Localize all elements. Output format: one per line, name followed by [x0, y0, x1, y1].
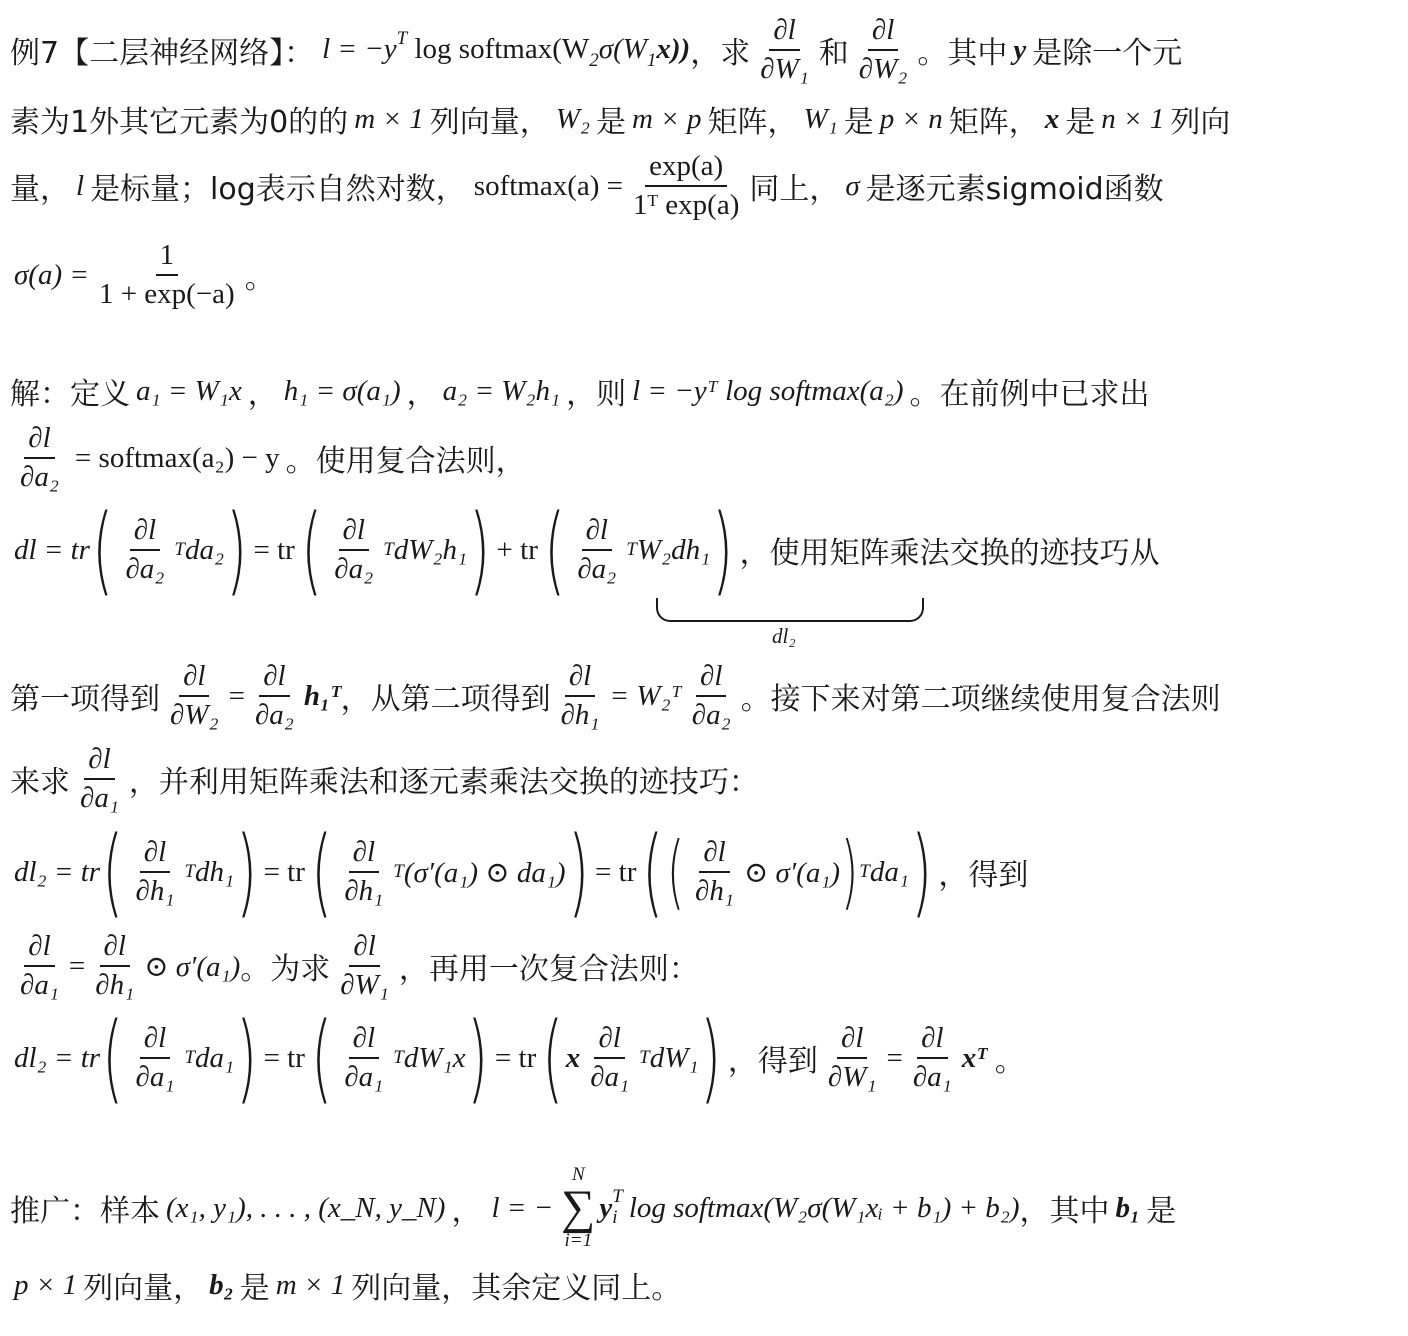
frac: [557, 660, 604, 733]
eq-w2T: = W₂ᵀ: [609, 679, 682, 712]
frac-num: ∂l: [259, 660, 289, 697]
text-line2-start: 素为1外其它元素为0的的: [10, 105, 349, 140]
text-to-find: 。为求: [240, 952, 331, 987]
text-rest-same: 列向量，其余定义同上。: [351, 1271, 682, 1306]
frac-den: 1ᵀ exp(a): [633, 189, 740, 221]
samples: (x₁, y₁), . . . , (x_N, y_N): [166, 1191, 446, 1224]
frac-den: ∂a₁: [344, 1061, 384, 1093]
loss-definition: [322, 28, 690, 72]
frac-num: ∂l: [140, 1022, 170, 1059]
w1-sub: 1: [646, 50, 657, 71]
frac-den: ∂a₁: [135, 1061, 175, 1093]
h1T: h₁ᵀ: [303, 679, 341, 712]
text-qiu: ，求: [690, 36, 751, 71]
text-line1-end: 是除一个元: [1032, 36, 1183, 71]
problem-statement-line-3: [10, 145, 1164, 227]
eq-tr: = tr: [263, 855, 305, 888]
sigmoid-fraction: [95, 239, 239, 312]
paren-left: (: [544, 494, 565, 606]
frac-den: ∂a₂: [125, 553, 165, 585]
paren-right: ): [568, 816, 589, 928]
transpose-sup: T: [184, 1047, 196, 1068]
frac-num: exp(a): [645, 150, 727, 187]
eq-tr: = tr: [494, 1041, 537, 1074]
sigmoid-lhs: σ(a) =: [14, 258, 89, 291]
transpose-sup: T: [859, 861, 870, 882]
frac: [91, 930, 138, 1003]
frac: [251, 660, 298, 733]
text-sigmoid: 是逐元素sigmoid函数: [865, 172, 1164, 207]
yi-sup: T: [612, 1186, 623, 1208]
dl-dw2-fraction: [855, 14, 912, 87]
paren-right: ): [467, 1002, 489, 1114]
equals: =: [68, 949, 86, 982]
paren-right: ): [712, 494, 734, 606]
frac-den: ∂W₁: [340, 969, 389, 1001]
frac: [909, 1022, 956, 1095]
frac-den: ∂W₂: [858, 53, 908, 85]
b1-symbol: b₁: [1115, 1191, 1141, 1224]
frac-den: ∂a₁: [590, 1061, 630, 1093]
a1-def: a₁ = W₁x: [136, 374, 242, 407]
frac-num: ∂l: [349, 836, 379, 873]
text-liang: 量，: [10, 172, 70, 207]
paren-left: (: [301, 494, 322, 606]
gradient-results-line: [10, 656, 1221, 736]
x-symbol: x: [1044, 102, 1060, 135]
frac-num: ∂l: [130, 514, 160, 551]
logsoftmax-text: log softmax(W: [414, 33, 590, 65]
frac: [824, 1022, 881, 1095]
b2-symbol: b₂: [209, 1268, 234, 1301]
generalization-label: 推广：样本: [10, 1194, 160, 1229]
equals: =: [228, 679, 245, 712]
text-ze: ，则: [566, 377, 627, 412]
transpose-sup: T: [184, 861, 196, 882]
frac-den: ∂a₁: [20, 969, 59, 1001]
dl2-second-expansion: [10, 1002, 1025, 1114]
text-chain-rule: 。使用复合法则，: [285, 444, 526, 479]
frac: [586, 1022, 633, 1095]
grad-a1-line: [10, 926, 699, 1006]
frac-num: ∂l: [868, 14, 898, 51]
frac-num: ∂l: [917, 1022, 947, 1059]
yi-scripts: [612, 1187, 623, 1229]
frac-den: ∂a₂: [254, 699, 294, 731]
x-close: x)): [656, 33, 691, 65]
text-shi: 是: [595, 105, 626, 140]
loss-rewrite: l = −yᵀ log softmax(a₂): [632, 374, 904, 407]
sum-symbol: ∑: [561, 1181, 596, 1235]
yi-sub: i: [612, 1207, 618, 1228]
frac: [336, 930, 393, 1003]
text-shi: 是: [843, 105, 874, 140]
frac: [16, 930, 63, 1003]
frac: [132, 1022, 179, 1095]
equals: =: [886, 1041, 903, 1074]
dw1: dW₁: [649, 1041, 699, 1074]
dw1x: dW₁x: [403, 1041, 466, 1074]
frac: [688, 660, 735, 733]
period: 。: [244, 261, 275, 296]
text-shi: 是: [239, 1271, 270, 1306]
frac-num: ∂l: [699, 836, 729, 873]
frac: [573, 514, 620, 587]
transpose-sup: T: [393, 1047, 404, 1068]
dim-p1: p × 1: [14, 1268, 78, 1301]
xT: xᵀ: [961, 1041, 987, 1074]
frac-num: ∂l: [179, 660, 209, 697]
plus-tr: + tr: [496, 533, 538, 566]
text-laiqiu: 来求: [10, 765, 70, 800]
generalization-line-1: [10, 1160, 1176, 1256]
paren-right: ): [700, 1002, 722, 1114]
general-loss: log softmax(W₂σ(W₁xᵢ + b₁) + b₂): [628, 1191, 1020, 1224]
comma: ，: [406, 377, 437, 412]
text-he: 和: [818, 36, 849, 71]
paren-left-inner: (: [666, 825, 685, 918]
example-heading: 例7【二层神经网络】：: [10, 36, 315, 71]
dh1: dh₁: [195, 855, 235, 888]
dl-expansion: [10, 494, 1160, 606]
da1: da₁: [195, 1041, 235, 1074]
paren-right: ): [236, 816, 258, 928]
summation: [561, 1164, 595, 1251]
dw2h1: dW₂h₁: [393, 533, 468, 566]
frac-den: ∂W₂: [170, 699, 219, 731]
comma: ，: [247, 377, 278, 412]
paren-right: ): [236, 1002, 258, 1114]
frac-den: ∂W₁: [827, 1061, 877, 1093]
dl-tr: dl = tr: [14, 533, 90, 566]
frac-den: ∂h₁: [344, 875, 384, 907]
dl2-tr: dl₂ = tr: [14, 1041, 101, 1074]
sigma-w: σ(W: [598, 33, 647, 65]
dim-pn: p × n: [879, 102, 943, 135]
paren-left: (: [311, 1002, 332, 1114]
frac-den: ∂a₁: [80, 782, 119, 814]
dim-m1: m × 1: [275, 1268, 346, 1301]
frac-num: ∂l: [100, 930, 130, 967]
paren-right: ): [911, 816, 932, 928]
text-trace-trick-2: ，并利用矩阵乘法和逐元素乘法交换的迹技巧：: [128, 765, 759, 800]
transpose-sup: T: [396, 28, 408, 49]
paren-left: (: [542, 1002, 564, 1114]
text-same: 同上，: [749, 172, 840, 207]
transpose-sup: T: [626, 539, 637, 560]
frac: [132, 836, 179, 909]
frac-den: ∂h₁: [560, 699, 600, 731]
text-previous: 。在前例中已求出: [909, 377, 1150, 412]
frac-num: ∂l: [24, 422, 54, 459]
transpose-sup: T: [383, 539, 394, 560]
frac-den: ∂a₂: [691, 699, 731, 731]
hadamard-sigma-prime: ⊙ σ′(a₁): [743, 856, 841, 889]
underbrace: [656, 598, 924, 622]
frac-num: ∂l: [349, 1022, 379, 1059]
frac-den: ∂h₁: [95, 969, 135, 1001]
transpose-sup: T: [174, 539, 185, 560]
text-scalar-log: 是标量；log表示自然对数，: [90, 172, 466, 207]
dim-m1: m × 1: [354, 102, 424, 135]
paren-right-inner: ): [841, 825, 859, 918]
underbrace-label: dl₂: [772, 624, 796, 648]
frac-num: ∂l: [582, 514, 612, 551]
problem-statement-line-1: [10, 10, 1182, 90]
text-second-term: ，从第二项得到: [340, 682, 551, 717]
softmax-fraction: [629, 150, 743, 223]
paren-left: (: [311, 816, 332, 928]
loss-sum-lhs: l = −: [491, 1191, 554, 1224]
frac-num: ∂l: [769, 14, 799, 51]
frac-den: 1 + exp(−a): [98, 278, 235, 310]
eq-tr: = tr: [253, 533, 295, 566]
solution-line-1: [10, 368, 1150, 414]
l-symbol: l: [76, 169, 85, 202]
sum-upper: N: [571, 1164, 585, 1186]
paren-left: (: [642, 816, 664, 928]
frac-num: ∂l: [594, 1022, 624, 1059]
w1-symbol: W₁: [803, 102, 838, 135]
paren-left: (: [92, 494, 114, 606]
frac-num: ∂l: [84, 743, 114, 780]
frac-den: ∂h₁: [695, 875, 734, 907]
text-trace-trick: ，使用矩阵乘法交换的迹技巧从: [739, 536, 1160, 571]
frac-num: ∂l: [24, 930, 54, 967]
text-matrix: 矩阵，: [707, 105, 798, 140]
frac-num: 1: [156, 239, 179, 276]
dl-dw1-fraction: [756, 14, 813, 87]
frac-den: ∂a₂: [334, 553, 374, 585]
dl-da2-fraction: [16, 422, 63, 495]
text-qizhong: 。其中: [917, 36, 1008, 71]
sigmoid-definition: [10, 232, 275, 318]
frac-num: ∂l: [696, 660, 726, 697]
loss-lhs: l = −y: [322, 33, 397, 65]
frac-num: ∂l: [140, 836, 170, 873]
frac-den: ∂a₂: [20, 461, 59, 493]
text-col-vec: 列向量，: [83, 1271, 204, 1306]
paren-left: (: [102, 1002, 124, 1114]
dl2-tr: dl₂ = tr: [14, 855, 101, 888]
frac: [340, 1022, 387, 1095]
text-qizhong: ，其中: [1019, 1194, 1110, 1229]
text-line2-end: 列向: [1170, 105, 1231, 140]
problem-statement-line-2: [10, 96, 1230, 142]
paren-right: ): [226, 494, 248, 606]
paren-right: ): [469, 494, 491, 606]
period: 。: [994, 1044, 1025, 1079]
comma: ，: [451, 1194, 482, 1229]
w2-sub: 2: [589, 50, 599, 71]
sigma-prime-hadamard: (σ′(a₁) ⊙ da₁): [403, 856, 566, 889]
frac-num: ∂l: [339, 514, 369, 551]
frac-den: ∂h₁: [135, 875, 175, 907]
frac-num: ∂l: [349, 930, 379, 967]
solution-label: 解：定义: [10, 377, 130, 412]
paren-left: (: [102, 816, 124, 928]
frac-num: ∂l: [837, 1022, 867, 1059]
text-continue: 。接下来对第二项继续使用复合法则: [740, 682, 1221, 717]
frac-den: ∂a₂: [577, 553, 617, 585]
text-get: ，得到: [938, 858, 1029, 893]
frac: [121, 514, 168, 587]
a2-def: a₂ = W₂h₁: [442, 374, 561, 407]
text-get: ，得到: [727, 1044, 818, 1079]
frac: [340, 836, 387, 909]
transpose-sup: T: [639, 1047, 650, 1068]
da2: da₂: [184, 533, 225, 566]
hadamard-sigma-prime: ⊙ σ′(a₁): [144, 950, 241, 983]
w2-symbol: W₂: [555, 102, 590, 135]
sigma-symbol: σ: [845, 169, 860, 202]
frac-den: ∂a₁: [912, 1061, 952, 1093]
text-chain-again: ，再用一次复合法则：: [398, 952, 699, 987]
dim-n1: n × 1: [1101, 102, 1165, 135]
dl2-expansion: [10, 816, 1029, 928]
softmax-def-lhs: softmax(a) =: [473, 169, 624, 202]
grad-a2: = softmax(a₂) − y: [74, 441, 280, 474]
eq-tr: = tr: [263, 1041, 305, 1074]
solution-line-9: [10, 740, 759, 818]
transpose-sup: T: [393, 861, 404, 882]
w2dh1: W₂dh₁: [636, 533, 711, 566]
frac-num: ∂l: [565, 660, 595, 697]
x-symbol: x: [565, 1041, 581, 1074]
dl-da1-fraction: [76, 743, 123, 816]
eq-tr: = tr: [595, 855, 637, 888]
text-col-vec: 列向量，: [429, 105, 550, 140]
frac: [691, 836, 738, 909]
yi: y: [599, 1191, 613, 1224]
generalization-line-2: [10, 1262, 681, 1308]
text-matrix: 矩阵，: [948, 105, 1039, 140]
frac-den: ∂W₁: [760, 53, 809, 85]
h1-def: h₁ = σ(a₁): [283, 374, 401, 407]
solution-line-2: [10, 420, 526, 496]
sum-lower: i=1: [564, 1229, 593, 1251]
text-shi: 是: [1146, 1194, 1177, 1229]
text-first-term: 第一项得到: [10, 682, 160, 717]
frac: [330, 514, 377, 587]
y-symbol: y: [1013, 33, 1027, 66]
frac: [166, 660, 223, 733]
text-shi: 是: [1065, 105, 1096, 140]
da1: da₁: [869, 855, 909, 888]
dim-mp: m × p: [631, 102, 702, 135]
